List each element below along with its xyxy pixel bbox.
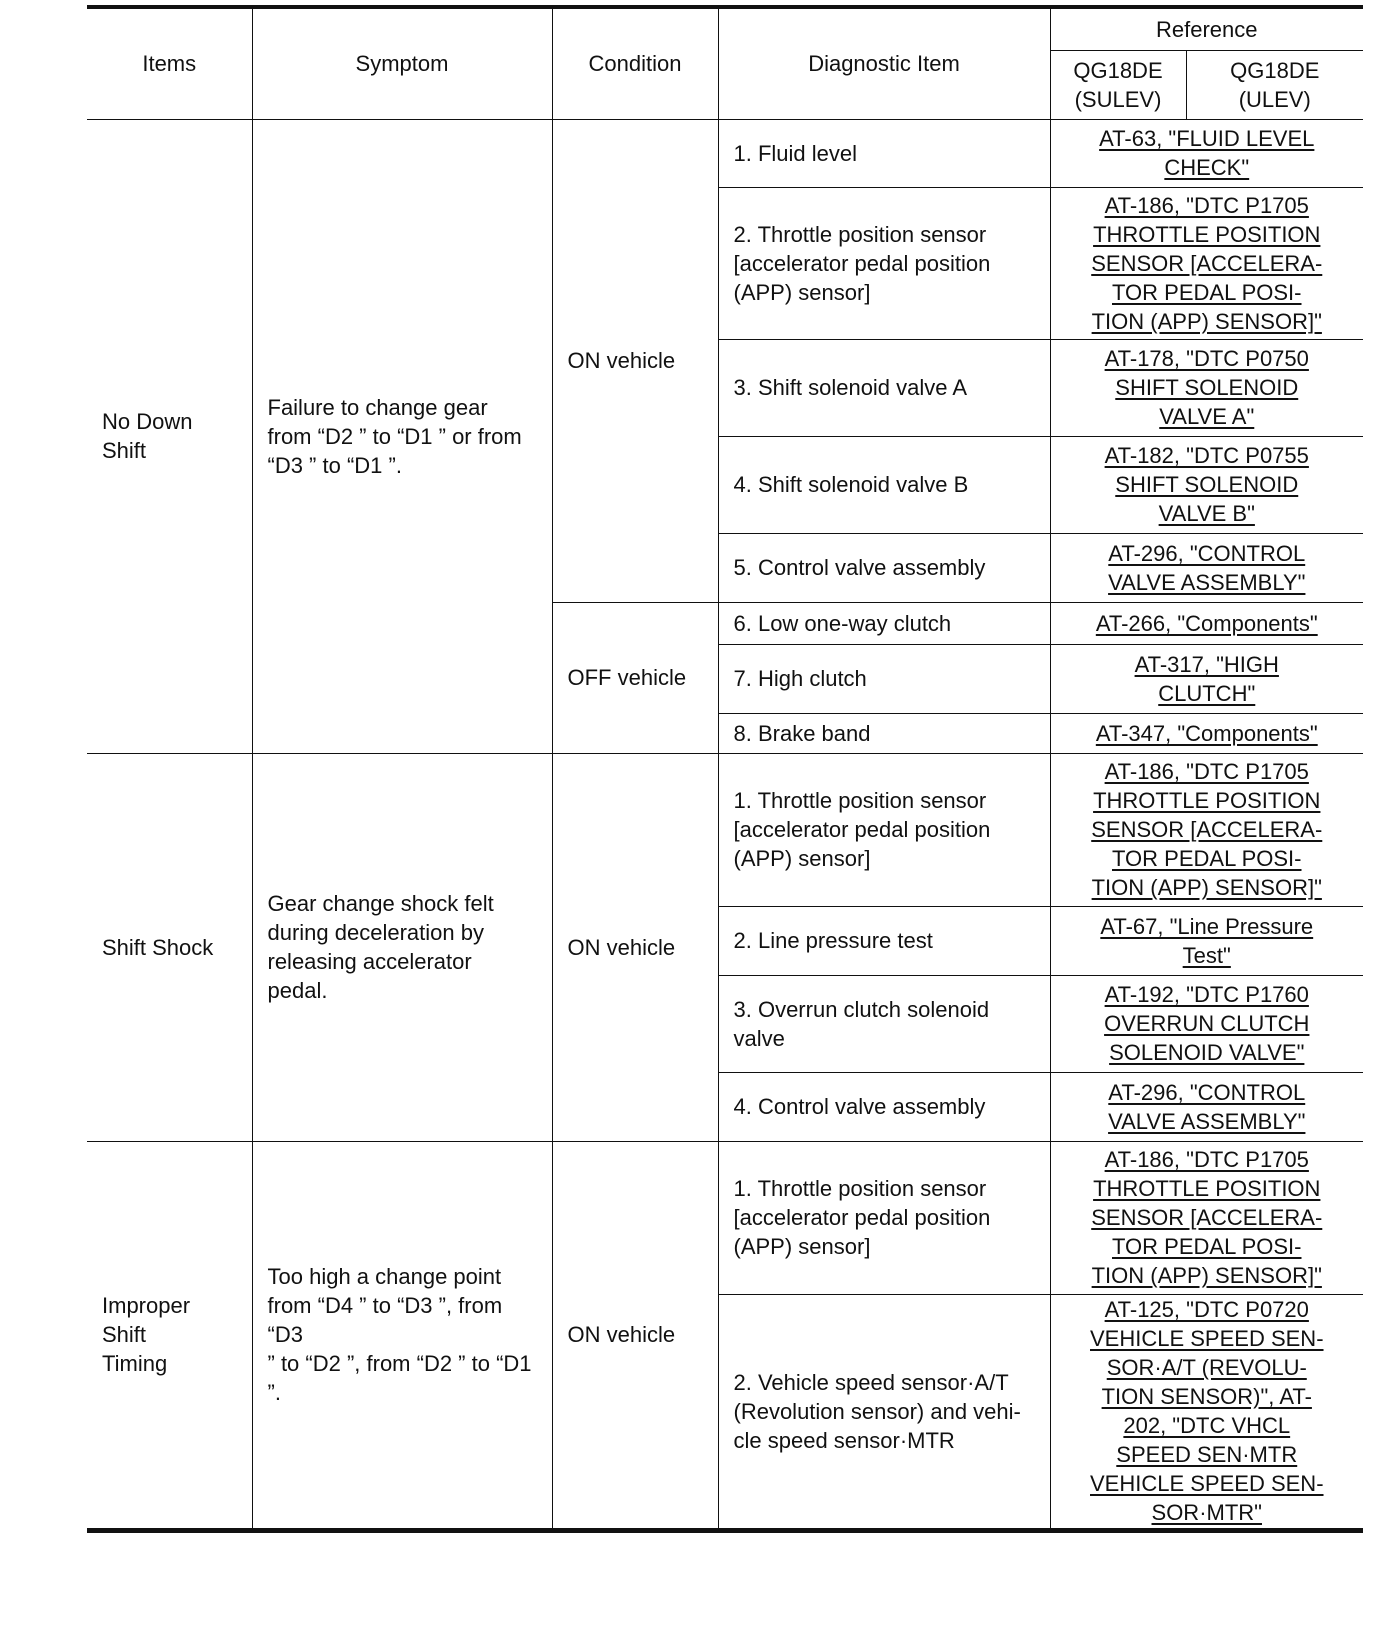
reference-link[interactable]: AT-266, "Components" [1095,610,1318,636]
reference-cell [1050,753,1363,906]
diagnostic-item-cell: 1. Throttle position sensor [accelerator pedal position (APP) sensor] [718,753,1050,906]
header-symptom: Symptom [252,7,552,119]
reference-link[interactable]: AT-186, "DTC P1705 THROTTLE POSITION SENSOR [ACCELERA- TOR PEDAL POSI- TION (APP) SENSOR]" [1091,759,1323,900]
diagnostic-item-cell: 6. Low one-way clutch [718,602,1050,644]
header-reference: Reference [1050,7,1363,50]
diagnostic-item-cell: 7. High clutch [718,644,1050,713]
diagnostic-item-cell: 2. Throttle position sensor [accelerator pedal position (APP) sensor] [718,187,1050,339]
header-ref-ulev: QG18DE (ULEV) [1186,50,1363,119]
diagnostic-item-cell: 3. Shift solenoid valve A [718,339,1050,436]
reference-cell [1050,436,1363,533]
diagnostic-item-cell: 4. Shift solenoid valve B [718,436,1050,533]
diagnostic-item-cell: 4. Control valve assembly [718,1072,1050,1141]
condition-cell: ON vehicle [552,119,718,602]
diagnostic-item-cell: 5. Control valve assembly [718,533,1050,602]
diagnostic-item-cell: 2. Vehicle speed sensor·A/T (Revolution sensor) and vehi- cle speed sensor·MTR [718,1294,1050,1530]
reference-cell [1050,1072,1363,1141]
table-row [87,753,1363,906]
condition-cell: ON vehicle [552,753,718,1141]
reference-cell [1050,339,1363,436]
diagnostic-item-cell: 1. Fluid level [718,119,1050,187]
reference-link[interactable]: AT-317, "HIGH CLUTCH" [1134,651,1279,706]
reference-cell [1050,644,1363,713]
reference-link[interactable]: AT-178, "DTC P0750 SHIFT SOLENOID VALVE A" [1104,346,1309,429]
diagnostic-item-cell: 1. Throttle position sensor [accelerator pedal position (APP) sensor] [718,1141,1050,1294]
diagnostic-item-cell: 2. Line pressure test [718,906,1050,975]
diagnostic-item-cell: 3. Overrun clutch solenoid valve [718,975,1050,1072]
reference-link[interactable]: AT-63, "FLUID LEVEL CHECK" [1099,126,1315,180]
reference-link[interactable]: AT-125, "DTC P0720 VEHICLE SPEED SEN- SOR·A/T (REVOLU- TION SENSOR)", AT- 202, "DTC VHCL SPEED SEN·MTR VEHICLE SPEED SEN- SOR·MTR" [1090,1297,1324,1525]
table-row [87,119,1363,187]
reference-cell [1050,906,1363,975]
reference-link[interactable]: AT-186, "DTC P1705 THROTTLE POSITION SENSOR [ACCELERA- TOR PEDAL POSI- TION (APP) SENSOR]" [1091,192,1323,334]
header-ref-sulev: QG18DE (SULEV) [1050,50,1186,119]
reference-link[interactable]: AT-182, "DTC P0755 SHIFT SOLENOID VALVE B" [1104,443,1309,526]
condition-cell: OFF vehicle [552,602,718,753]
item-cell: Shift Shock [87,753,252,1141]
header-items: Items [87,7,252,119]
reference-cell [1050,713,1363,753]
reference-cell [1050,1141,1363,1294]
reference-cell [1050,602,1363,644]
reference-link[interactable]: AT-347, "Components" [1095,720,1318,746]
item-cell: Improper Shift Timing [87,1141,252,1530]
reference-cell [1050,187,1363,339]
reference-link[interactable]: AT-192, "DTC P1760 OVERRUN CLUTCH SOLENOID VALVE" [1104,982,1310,1065]
reference-link[interactable]: AT-296, "CONTROL VALVE ASSEMBLY" [1108,1079,1306,1134]
diagnostic-table [87,5,1363,1533]
condition-cell: ON vehicle [552,1141,718,1530]
reference-cell [1050,1294,1363,1530]
header-diagnostic-item: Diagnostic Item [718,7,1050,119]
symptom-cell: Gear change shock felt during deceleration by releasing accelerator pedal. [252,753,552,1141]
header-condition: Condition [552,7,718,119]
symptom-cell: Failure to change gear from “D2 ” to “D1 ” or from “D3 ” to “D1 ”. [252,119,552,753]
reference-cell [1050,533,1363,602]
reference-cell [1050,119,1363,187]
item-cell: No Down Shift [87,119,252,753]
reference-link[interactable]: AT-296, "CONTROL VALVE ASSEMBLY" [1108,540,1306,595]
diagnostic-item-cell: 8. Brake band [718,713,1050,753]
table-row [87,1141,1363,1294]
reference-link[interactable]: AT-186, "DTC P1705 THROTTLE POSITION SENSOR [ACCELERA- TOR PEDAL POSI- TION (APP) SENSOR]" [1091,1147,1323,1288]
reference-cell [1050,975,1363,1072]
symptom-cell: Too high a change point from “D4 ” to “D3 ”, from “D3 ” to “D2 ”, from “D2 ” to “D1 ”. [252,1141,552,1530]
reference-link[interactable]: AT-67, "Line Pressure Test" [1100,913,1314,968]
